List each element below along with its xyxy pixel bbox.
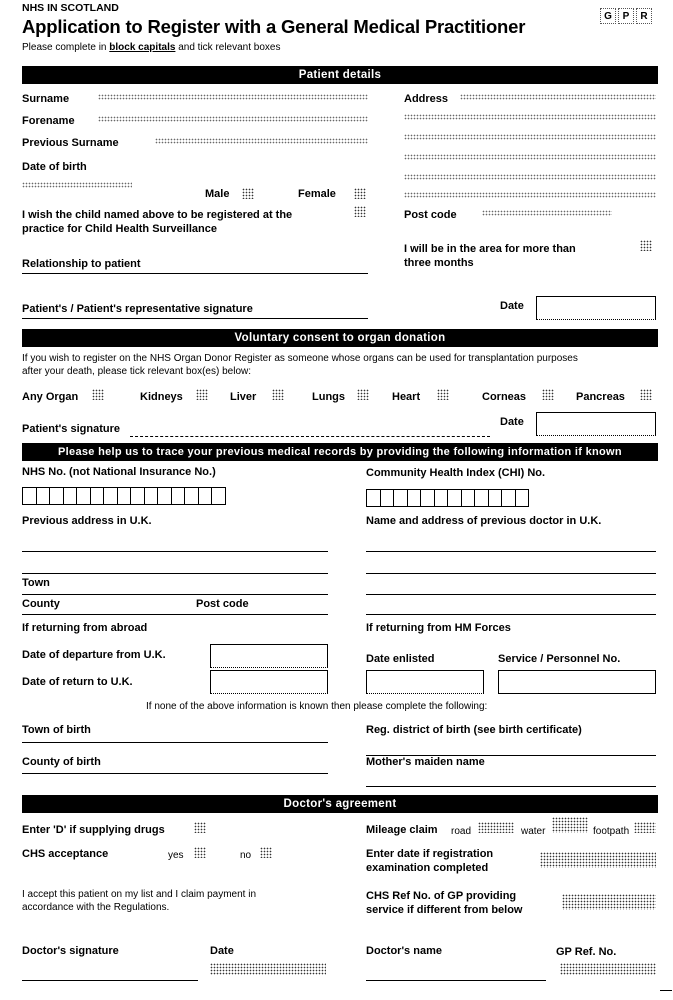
- exam-date-label-1: Enter date if registration: [366, 848, 494, 860]
- enlisted-date-box[interactable]: [366, 670, 484, 694]
- prev-doctor-line-3[interactable]: [366, 594, 656, 595]
- county-label: County: [22, 598, 60, 610]
- child-surveillance-checkbox[interactable]: [354, 206, 366, 217]
- town-line[interactable]: [22, 594, 328, 595]
- exam-date-label-2: examination completed: [366, 862, 489, 874]
- male-checkbox[interactable]: [242, 188, 254, 199]
- patient-signature-line[interactable]: [22, 318, 368, 319]
- organ-any-checkbox[interactable]: [92, 389, 104, 400]
- patient-date-label: Date: [500, 300, 524, 312]
- chs-no-label: no: [240, 850, 252, 861]
- form-code-g: G: [600, 8, 616, 24]
- chs-yes-label: yes: [168, 850, 184, 861]
- mileage-water-label: water: [521, 826, 546, 837]
- patient-date-box[interactable]: [536, 296, 656, 320]
- address-line-5[interactable]: [404, 174, 656, 180]
- doctor-date-field[interactable]: [210, 963, 326, 975]
- records-header: Please help us to trace your previous medical records by providing the following information if known: [22, 443, 658, 461]
- organ-signature-label: Patient's signature: [22, 423, 120, 435]
- patient-details-header: Patient details: [22, 66, 658, 84]
- chs-yes-checkbox[interactable]: [194, 847, 206, 858]
- chs-ref-label-1: CHS Ref No. of GP providing: [366, 890, 517, 902]
- doctor-name-line[interactable]: [366, 980, 546, 981]
- form-code-boxes: [600, 8, 652, 24]
- prev-address-line-1[interactable]: [22, 551, 328, 552]
- prev-postcode-label: Post code: [196, 598, 249, 610]
- doctor-name-label: Doctor's name: [366, 945, 442, 957]
- none-known-text: If none of the above information is known then please complete the following:: [146, 701, 488, 712]
- doctor-date-label: Date: [210, 945, 234, 957]
- address-label: Address: [404, 93, 449, 105]
- relationship-label: Relationship to patient: [22, 258, 141, 270]
- doctor-signature-label: Doctor's signature: [22, 945, 119, 957]
- prev-doctor-label: Name and address of previous doctor in U.K.: [366, 515, 602, 527]
- dob-field[interactable]: [22, 182, 132, 188]
- organ-lungs-label: Lungs: [312, 391, 345, 403]
- forename-label: Forename: [22, 115, 75, 127]
- organ-date-box[interactable]: [536, 412, 656, 436]
- dob-label: Date of birth: [22, 161, 87, 173]
- reg-district-label: Reg. district of birth (see birth certificate): [366, 724, 582, 736]
- form-code-r: R: [636, 8, 652, 24]
- accept-text-2: accordance with the Regulations.: [22, 902, 170, 913]
- return-label: Date of return to U.K.: [22, 676, 133, 688]
- address-line-6[interactable]: [404, 192, 656, 198]
- town-label: Town: [22, 577, 50, 589]
- organ-pancreas-label: Pancreas: [576, 391, 625, 403]
- surname-label: Surname: [22, 93, 70, 105]
- return-date-box[interactable]: [210, 670, 328, 694]
- relationship-line[interactable]: [22, 273, 368, 274]
- nhs-no-boxes[interactable]: [22, 487, 225, 505]
- doctor-signature-line[interactable]: [22, 980, 198, 981]
- area-text-2: three months: [404, 257, 474, 269]
- maiden-name-line[interactable]: [366, 786, 656, 787]
- address-line-2[interactable]: [404, 114, 656, 120]
- departure-date-box[interactable]: [210, 644, 328, 668]
- area-text-1: I will be in the area for more than: [404, 243, 576, 255]
- organ-date-label: Date: [500, 416, 524, 428]
- organ-donation-header: Voluntary consent to organ donation: [22, 329, 658, 347]
- form-code-p: P: [618, 8, 634, 24]
- county-birth-line[interactable]: [22, 773, 328, 774]
- organ-corneas-label: Corneas: [482, 391, 527, 403]
- child-surveillance-text-2: practice for Child Health Surveillance: [22, 223, 218, 235]
- area-checkbox[interactable]: [640, 240, 652, 251]
- gp-ref-label: GP Ref. No.: [556, 946, 617, 958]
- prev-doctor-line-1[interactable]: [366, 551, 656, 552]
- address-line-4[interactable]: [404, 154, 656, 160]
- chs-ref-field[interactable]: [562, 894, 656, 910]
- address-line-1[interactable]: [460, 94, 656, 100]
- previous-surname-field[interactable]: [155, 138, 368, 144]
- mileage-footpath-box[interactable]: [634, 822, 656, 833]
- forename-field[interactable]: [98, 116, 368, 122]
- abroad-label: If returning from abroad: [22, 622, 148, 634]
- prev-doctor-line-4[interactable]: [366, 614, 656, 615]
- organ-kidneys-label: Kidneys: [140, 391, 183, 403]
- prev-address-label: Previous address in U.K.: [22, 515, 152, 527]
- organ-liver-label: Liver: [230, 391, 257, 403]
- previous-surname-label: Previous Surname: [22, 137, 119, 149]
- mileage-water-box[interactable]: [552, 817, 588, 833]
- departure-label: Date of departure from U.K.: [22, 649, 166, 661]
- mileage-road-label: road: [451, 826, 472, 837]
- org-name: NHS IN SCOTLAND: [22, 2, 119, 14]
- postcode-field[interactable]: [482, 210, 612, 216]
- forces-label: If returning from HM Forces: [366, 622, 511, 634]
- mileage-footpath-label: footpath: [593, 826, 630, 837]
- drugs-box[interactable]: [194, 822, 206, 833]
- instructions: Please complete in block capitals and tick relevant boxes: [22, 42, 281, 53]
- mileage-label: Mileage claim: [366, 824, 438, 836]
- county-line[interactable]: [22, 614, 328, 615]
- chs-no-checkbox[interactable]: [260, 847, 272, 858]
- service-no-box[interactable]: [498, 670, 656, 694]
- county-birth-label: County of birth: [22, 756, 101, 768]
- prev-doctor-line-2[interactable]: [366, 573, 656, 574]
- chi-no-label: Community Health Index (CHI) No.: [366, 467, 546, 479]
- organ-heart-checkbox[interactable]: [437, 389, 449, 400]
- doctor-agreement-header: Doctor's agreement: [22, 795, 658, 813]
- enlisted-label: Date enlisted: [366, 653, 435, 665]
- postcode-label: Post code: [404, 209, 457, 221]
- organ-liver-checkbox[interactable]: [272, 389, 284, 400]
- surname-field[interactable]: [98, 94, 368, 100]
- organ-pancreas-checkbox[interactable]: [640, 389, 652, 400]
- organ-corneas-checkbox[interactable]: [542, 389, 554, 400]
- drugs-label: Enter 'D' if supplying drugs: [22, 824, 165, 836]
- form-title: Application to Register with a General Medical Practitioner: [22, 16, 526, 37]
- town-birth-label: Town of birth: [22, 724, 91, 736]
- mileage-road-box[interactable]: [478, 822, 514, 833]
- address-line-3[interactable]: [404, 134, 656, 140]
- organ-text-2: after your death, please tick relevant box(es) below:: [22, 366, 252, 377]
- chi-no-boxes[interactable]: [366, 489, 528, 507]
- male-label: Male: [205, 188, 230, 200]
- corner-mark: [660, 990, 672, 991]
- gp-ref-field[interactable]: [560, 963, 656, 975]
- chs-acceptance-label: CHS acceptance: [22, 848, 109, 860]
- organ-signature-line[interactable]: [130, 436, 490, 437]
- female-checkbox[interactable]: [354, 188, 366, 199]
- accept-text-1: I accept this patient on my list and I claim payment in: [22, 889, 256, 900]
- organ-lungs-checkbox[interactable]: [357, 389, 369, 400]
- prev-address-line-2[interactable]: [22, 573, 328, 574]
- maiden-name-label: Mother's maiden name: [366, 756, 485, 768]
- female-label: Female: [298, 188, 336, 200]
- organ-kidneys-checkbox[interactable]: [196, 389, 208, 400]
- chs-ref-label-2: service if different from below: [366, 904, 523, 916]
- organ-text-1: If you wish to register on the NHS Organ Donor Register as someone whose organs can be used for transplantation purposes: [22, 353, 578, 364]
- service-no-label: Service / Personnel No.: [498, 653, 621, 665]
- organ-any-label: Any Organ: [22, 391, 79, 403]
- nhs-no-label: NHS No. (not National Insurance No.): [22, 466, 216, 478]
- organ-heart-label: Heart: [392, 391, 421, 403]
- town-birth-line[interactable]: [22, 742, 328, 743]
- exam-date-field[interactable]: [540, 852, 656, 868]
- patient-signature-label: Patient's / Patient's representative signature: [22, 303, 253, 315]
- child-surveillance-text-1: I wish the child named above to be registered at the: [22, 209, 293, 221]
